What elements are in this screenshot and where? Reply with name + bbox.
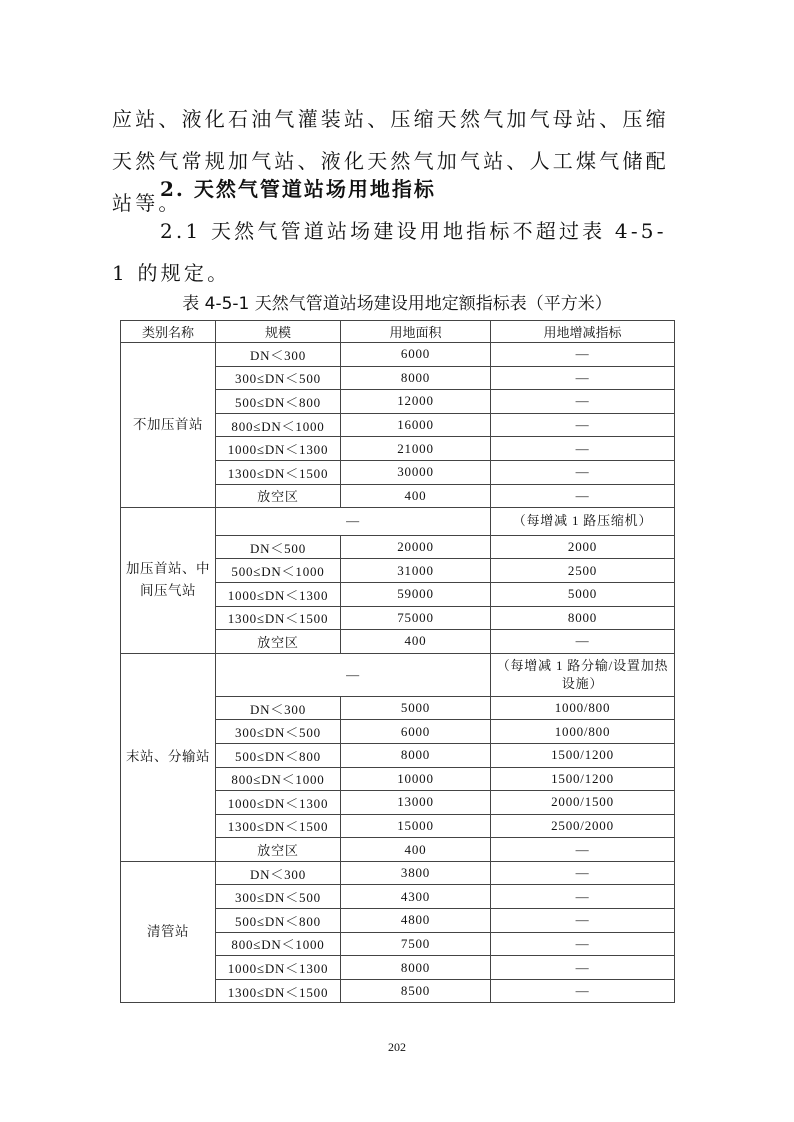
scale-cell: 1000≤DN＜1300 (216, 437, 341, 461)
area-cell: 30000 (341, 460, 491, 484)
scale-cell: 1000≤DN＜1300 (216, 956, 341, 980)
scale-cell: 500≤DN＜800 (216, 909, 341, 933)
table-body (121, 343, 675, 1003)
scale-cell: DN＜500 (216, 535, 341, 559)
body-paragraph: 2.1 天然气管道站场建设用地指标不超过表 4-5-1 的规定。 (112, 219, 667, 285)
adjust-cell: 2500/2000 (491, 814, 675, 838)
adjust-cell: — (491, 484, 675, 508)
area-cell: 10000 (341, 767, 491, 791)
adjust-cell: 5000 (491, 582, 675, 606)
scale-cell: 300≤DN＜500 (216, 885, 341, 909)
adjust-cell: 2500 (491, 559, 675, 583)
adjust-cell: — (491, 343, 675, 367)
area-cell: 400 (341, 630, 491, 654)
table-note-row (121, 508, 675, 536)
body-paragraph: 应站、液化石油气灌装站、压缩天然气加气母站、压缩天然气常规加气站、液化天然气加气站、人工煤气储配站等。 (112, 107, 669, 215)
scale-cell: DN＜300 (216, 343, 341, 367)
adjust-cell: — (491, 460, 675, 484)
adjust-cell: — (491, 979, 675, 1003)
scale-cell: 500≤DN＜800 (216, 390, 341, 414)
header-area: 用地面积 (341, 321, 491, 343)
note-adjust-cell: （每增减 1 路分输/设置加热设施） (491, 653, 675, 696)
scale-cell: 放空区 (216, 484, 341, 508)
area-cell: 59000 (341, 582, 491, 606)
area-cell: 5000 (341, 696, 491, 720)
scale-cell: 1300≤DN＜1500 (216, 606, 341, 630)
category-cell: 清管站 (121, 861, 216, 1003)
scale-cell: 300≤DN＜500 (216, 366, 341, 390)
scale-cell: 800≤DN＜1000 (216, 413, 341, 437)
scale-cell: 800≤DN＜1000 (216, 767, 341, 791)
adjust-cell: — (491, 909, 675, 933)
area-cell: 21000 (341, 437, 491, 461)
area-cell: 15000 (341, 814, 491, 838)
area-cell: 8500 (341, 979, 491, 1003)
adjust-cell: 1000/800 (491, 720, 675, 744)
area-cell: 31000 (341, 559, 491, 583)
scale-cell: DN＜300 (216, 696, 341, 720)
adjust-cell: 8000 (491, 606, 675, 630)
area-cell: 20000 (341, 535, 491, 559)
table-note-row (121, 653, 675, 696)
area-cell: 6000 (341, 343, 491, 367)
adjust-cell: — (491, 956, 675, 980)
area-cell: 16000 (341, 413, 491, 437)
adjust-cell: — (491, 838, 675, 862)
adjust-cell: 2000 (491, 535, 675, 559)
category-cell: 不加压首站 (121, 343, 216, 508)
area-cell: 7500 (341, 932, 491, 956)
header-category: 类别名称 (121, 321, 216, 343)
table-row (121, 861, 675, 885)
adjust-cell: — (491, 366, 675, 390)
area-cell: 4800 (341, 909, 491, 933)
scale-cell: 1300≤DN＜1500 (216, 979, 341, 1003)
note-merged-cell: — (216, 653, 491, 696)
scale-cell: 500≤DN＜800 (216, 743, 341, 767)
table-row (121, 343, 675, 367)
scale-cell: 300≤DN＜500 (216, 720, 341, 744)
area-cell: 400 (341, 484, 491, 508)
note-adjust-cell: （每增减 1 路压缩机） (491, 508, 675, 536)
adjust-cell: 1500/1200 (491, 743, 675, 767)
area-cell: 12000 (341, 390, 491, 414)
scale-cell: 1000≤DN＜1300 (216, 582, 341, 606)
area-cell: 8000 (341, 366, 491, 390)
section-heading: 2. 天然气管道站场用地指标 (160, 177, 436, 201)
area-cell: 8000 (341, 743, 491, 767)
category-cell: 末站、分输站 (121, 653, 216, 861)
adjust-cell: 1500/1200 (491, 767, 675, 791)
area-cell: 400 (341, 838, 491, 862)
land-quota-table (120, 320, 675, 1003)
area-cell: 3800 (341, 861, 491, 885)
scale-cell: 800≤DN＜1000 (216, 932, 341, 956)
scale-cell: DN＜300 (216, 861, 341, 885)
adjust-cell: — (491, 861, 675, 885)
area-cell: 4300 (341, 885, 491, 909)
area-cell: 8000 (341, 956, 491, 980)
adjust-cell: 2000/1500 (491, 791, 675, 815)
area-cell: 75000 (341, 606, 491, 630)
scale-cell: 500≤DN＜1000 (216, 559, 341, 583)
note-merged-cell: — (216, 508, 491, 536)
page-number: 202 (388, 1040, 406, 1054)
scale-cell: 1300≤DN＜1500 (216, 460, 341, 484)
adjust-cell: — (491, 932, 675, 956)
table-header-row (121, 321, 675, 343)
adjust-cell: — (491, 437, 675, 461)
adjust-cell: — (491, 390, 675, 414)
adjust-cell: — (491, 630, 675, 654)
adjust-cell: — (491, 885, 675, 909)
header-scale: 规模 (216, 321, 341, 343)
scale-cell: 1300≤DN＜1500 (216, 814, 341, 838)
scale-cell: 放空区 (216, 630, 341, 654)
scale-cell: 放空区 (216, 838, 341, 862)
area-cell: 6000 (341, 720, 491, 744)
adjust-cell: — (491, 413, 675, 437)
header-adjust: 用地增减指标 (491, 321, 675, 343)
scale-cell: 1000≤DN＜1300 (216, 791, 341, 815)
category-cell: 加压首站、中间压气站 (121, 508, 216, 654)
area-cell: 13000 (341, 791, 491, 815)
adjust-cell: 1000/800 (491, 696, 675, 720)
table-caption: 表 4-5-1 天然气管道站场建设用地定额指标表（平方米） (182, 294, 612, 314)
